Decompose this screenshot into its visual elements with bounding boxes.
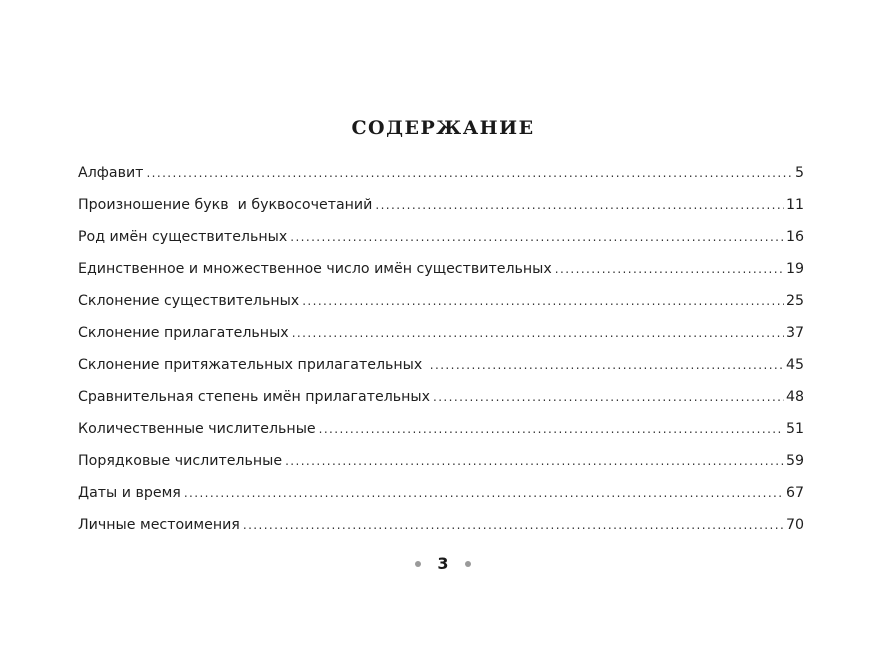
toc-entry-label: Произношение букв и буквосочетаний bbox=[78, 197, 373, 213]
toc-entry-page: 51 bbox=[785, 421, 804, 437]
toc-entry bbox=[78, 450, 804, 482]
page-number: 3 bbox=[437, 554, 449, 573]
page-footer bbox=[0, 554, 886, 573]
toc-entry-label: Единственное и множественное число имён существительных bbox=[78, 261, 552, 277]
toc-entry-page: 48 bbox=[785, 389, 804, 405]
dot-leader bbox=[302, 290, 784, 312]
toc-entry-page: 59 bbox=[785, 453, 804, 469]
toc-entry-page: 19 bbox=[785, 261, 804, 277]
toc-entry-label: Сравнительная степень имён прилагательных bbox=[78, 389, 430, 405]
dot-leader bbox=[430, 354, 784, 376]
toc-entry bbox=[78, 258, 804, 290]
toc-entry bbox=[78, 482, 804, 514]
toc-entry-label: Количественные числительные bbox=[78, 421, 316, 437]
toc-entry bbox=[78, 514, 804, 546]
toc-entry bbox=[78, 418, 804, 450]
toc-entry-label: Род имён существительных bbox=[78, 229, 288, 245]
dot-leader bbox=[146, 162, 793, 184]
dot-leader bbox=[292, 322, 784, 344]
toc-entry bbox=[78, 194, 804, 226]
toc-entry bbox=[78, 386, 804, 418]
dot-leader bbox=[375, 194, 784, 216]
toc-entry-label: Даты и время bbox=[78, 485, 181, 501]
dot-leader bbox=[555, 258, 784, 280]
toc-entry-label: Склонение прилагательных bbox=[78, 325, 289, 341]
toc-entry-label: Алфавит bbox=[78, 165, 144, 181]
bullet-dot-icon bbox=[465, 561, 471, 567]
dot-leader bbox=[433, 386, 784, 408]
toc-entry-page: 67 bbox=[785, 485, 804, 501]
toc-entry-page: 37 bbox=[785, 325, 804, 341]
dot-leader bbox=[184, 482, 784, 504]
toc-entry bbox=[78, 162, 804, 194]
toc-entry-page: 16 bbox=[785, 229, 804, 245]
toc-entry-page: 45 bbox=[785, 357, 804, 373]
toc-entry bbox=[78, 354, 804, 386]
toc-entry-page: 5 bbox=[794, 165, 804, 181]
bullet-dot-icon bbox=[415, 561, 421, 567]
toc-entry bbox=[78, 290, 804, 322]
toc-entry-page: 11 bbox=[785, 197, 804, 213]
toc-entry-label: Склонение существительных bbox=[78, 293, 300, 309]
toc-entry bbox=[78, 226, 804, 258]
dot-leader bbox=[243, 514, 784, 536]
toc-entry-label: Склонение притяжательных прилагательных bbox=[78, 357, 427, 373]
dot-leader bbox=[285, 450, 784, 472]
page-title: СОДЕРЖАНИЕ bbox=[351, 117, 535, 139]
dot-leader bbox=[290, 226, 784, 248]
table-of-contents bbox=[78, 162, 804, 546]
toc-entry-page: 25 bbox=[785, 293, 804, 309]
toc-entry-label: Личные местоимения bbox=[78, 517, 240, 533]
toc-entry bbox=[78, 322, 804, 354]
toc-entry-label: Порядковые числительные bbox=[78, 453, 283, 469]
toc-entry-page: 70 bbox=[785, 517, 804, 533]
dot-leader bbox=[319, 418, 784, 440]
